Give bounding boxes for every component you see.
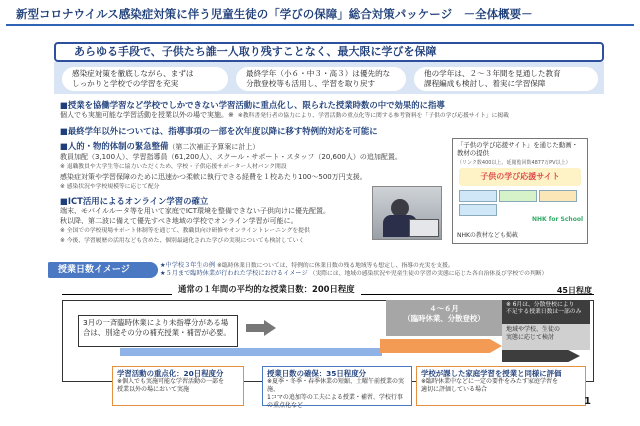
- days-45-label: 45日程度: [556, 286, 592, 295]
- main-banner: あらゆる手段で、子供たち誰一人取り残すことなく、最大限に学びを保障: [54, 42, 604, 62]
- site-thumbnail[interactable]: [459, 204, 497, 216]
- site-thumbnail[interactable]: [539, 190, 577, 202]
- section-staffing: ■人的・物的体制の緊急整備（第二次補正予算案に計上） 教員加配（3,100人）、学習指導員（61,200人）、スクール・サポート・スタッフ（20,600人）の追加配置。 ※ 退職教員や大学生等に協力いただくため、学校・子供応援サポーター人材バンク開設 感染症対策や学習保障のために迅速かつ柔軟に執行できる経費を１校あたり100～500万円支援。 ※ 感染状況や学校規模等に応じて配分: [60, 141, 402, 190]
- principle-text-2: 最終学年（小６・中３・高３）は優先的な 分散登校等も活用し、学習を取り戻す: [246, 69, 391, 88]
- site-thumbnail[interactable]: [499, 190, 537, 202]
- section-ict-head: ■ICT活用によるオンライン学習の確立: [60, 196, 209, 206]
- learning-support-site-panel: [452, 138, 588, 244]
- site-footer: NHKの教材なども掲載: [457, 232, 518, 239]
- principle-pill-1: [62, 67, 228, 91]
- local-review-box: 地域や学校、生徒の 実態に応じて検討: [502, 324, 590, 350]
- march-closure-note: 3月の一斉臨時休業により未指導分がある場合は、別途その分の補充授業・補習が必要。: [78, 315, 238, 347]
- section-focus-line: 個人でも実施可能な学習活動を授業以外の場で実施。※ ※教科書発行者の協力により、学習活動の重点化等に関する参考資料を「子供の学び応援サイト」に掲載: [60, 111, 509, 119]
- closure-period-box: ４～６月 （臨時休業、分散登校）: [386, 300, 502, 336]
- annual-days-label: 通常の１年間の平均的な授業日数：200日程度: [172, 283, 361, 295]
- section-focus-head: ■授業を協働学習など学校でしかできない学習活動に重点化し、限られた授業時数の中で効果的に指導: [60, 100, 445, 110]
- schedule-tab: 授業日数イメージ: [48, 262, 158, 278]
- section-focus: [60, 100, 509, 121]
- site-thumbnails: [453, 188, 587, 218]
- student-laptop-photo: [372, 186, 442, 240]
- principle-text-3: 他の学年は、２～３年間を見通した教育 課程編成も検討し、着実に学習保障: [424, 69, 561, 88]
- site-thumbnail[interactable]: [459, 190, 497, 202]
- section-final-year: [60, 126, 378, 136]
- extension-arrow-icon: [502, 350, 580, 362]
- principle-pill-3: [414, 67, 598, 91]
- focus-days-strip: [120, 348, 382, 356]
- caption-focus-20-days: 学習活動の重点化：20日程度分 ※個人でも実施可能な学習活動の一部を 授業以外の場において実施: [112, 366, 244, 406]
- principle-text-1: 感染症対策を徹底しながら、まずは しっかりと学校での学習を充実: [72, 69, 194, 88]
- site-logo[interactable]: 子供の学び応援サイト: [459, 168, 581, 186]
- schedule-notes: ★中学校３年生の例 ※臨時休業日数については、特例的に休業日数の残る地域等も想定し、指導の充実を支援。 ★５月まで臨時休業が行われた学校におけるイメージ （実際には、地域の感染状況や児童生徒の学習の実態に応じた各自治体及び学校での判断）: [160, 262, 548, 277]
- site-caption: 「子供の学び応援サイト」を通じた動画・教材の提供: [457, 141, 578, 157]
- nhk-logo: NHK for School: [531, 216, 583, 223]
- caption-days-35: 授業日数の確保：35日程度分 ※夏季・冬季・春季休業の短縮、土曜午前授業の実施、 1コマの追加等の工夫による授業・補習、学校行事の重点化など: [262, 366, 412, 406]
- page-number: 1: [584, 396, 591, 407]
- page-title: 新型コロナウイルス感染症対策に伴う児童生徒の「学びの保障」総合対策パッケージ －全体概要－: [6, 4, 634, 26]
- section-final-year-head: ■最終学年以外については、指導事項の一部を次年度以降に移す特例的対応を可能に: [60, 126, 378, 136]
- section-ict: ■ICT活用によるオンライン学習の確立 端末、モバイルルータ等を用いて家庭でICT環境を整備できない子供向けに優先配置。 秋以降、第二波に備えて優先すべき地域の学校でオンライン学習が可能に。 ※ 全国での学校現場サポート体制等を通じて、教職員向け研修やオンライントレーニングを提供 ※ 今後、学習履歴の活用なども含めた、個別最適化された学びの実現についても検討していく: [60, 196, 331, 244]
- section-staffing-head: ■人的・物的体制の緊急整備: [60, 141, 169, 151]
- principle-pill-2: [236, 67, 406, 91]
- site-count: （リンク数400以上、延閲覧回数4877万PV以上）: [457, 160, 571, 166]
- june-note-box: ※ 6月は、分散登校により 不足する授業日数は一部のみ: [502, 300, 590, 324]
- caption-home-study: 学校が課した家庭学習を授業と同様に評価 ※臨時休業中などに一定の要件をみたす家庭学習を 適切に評価している場合: [416, 366, 586, 406]
- laptop-icon: [409, 219, 439, 237]
- home-study-arrow-icon: [380, 339, 502, 353]
